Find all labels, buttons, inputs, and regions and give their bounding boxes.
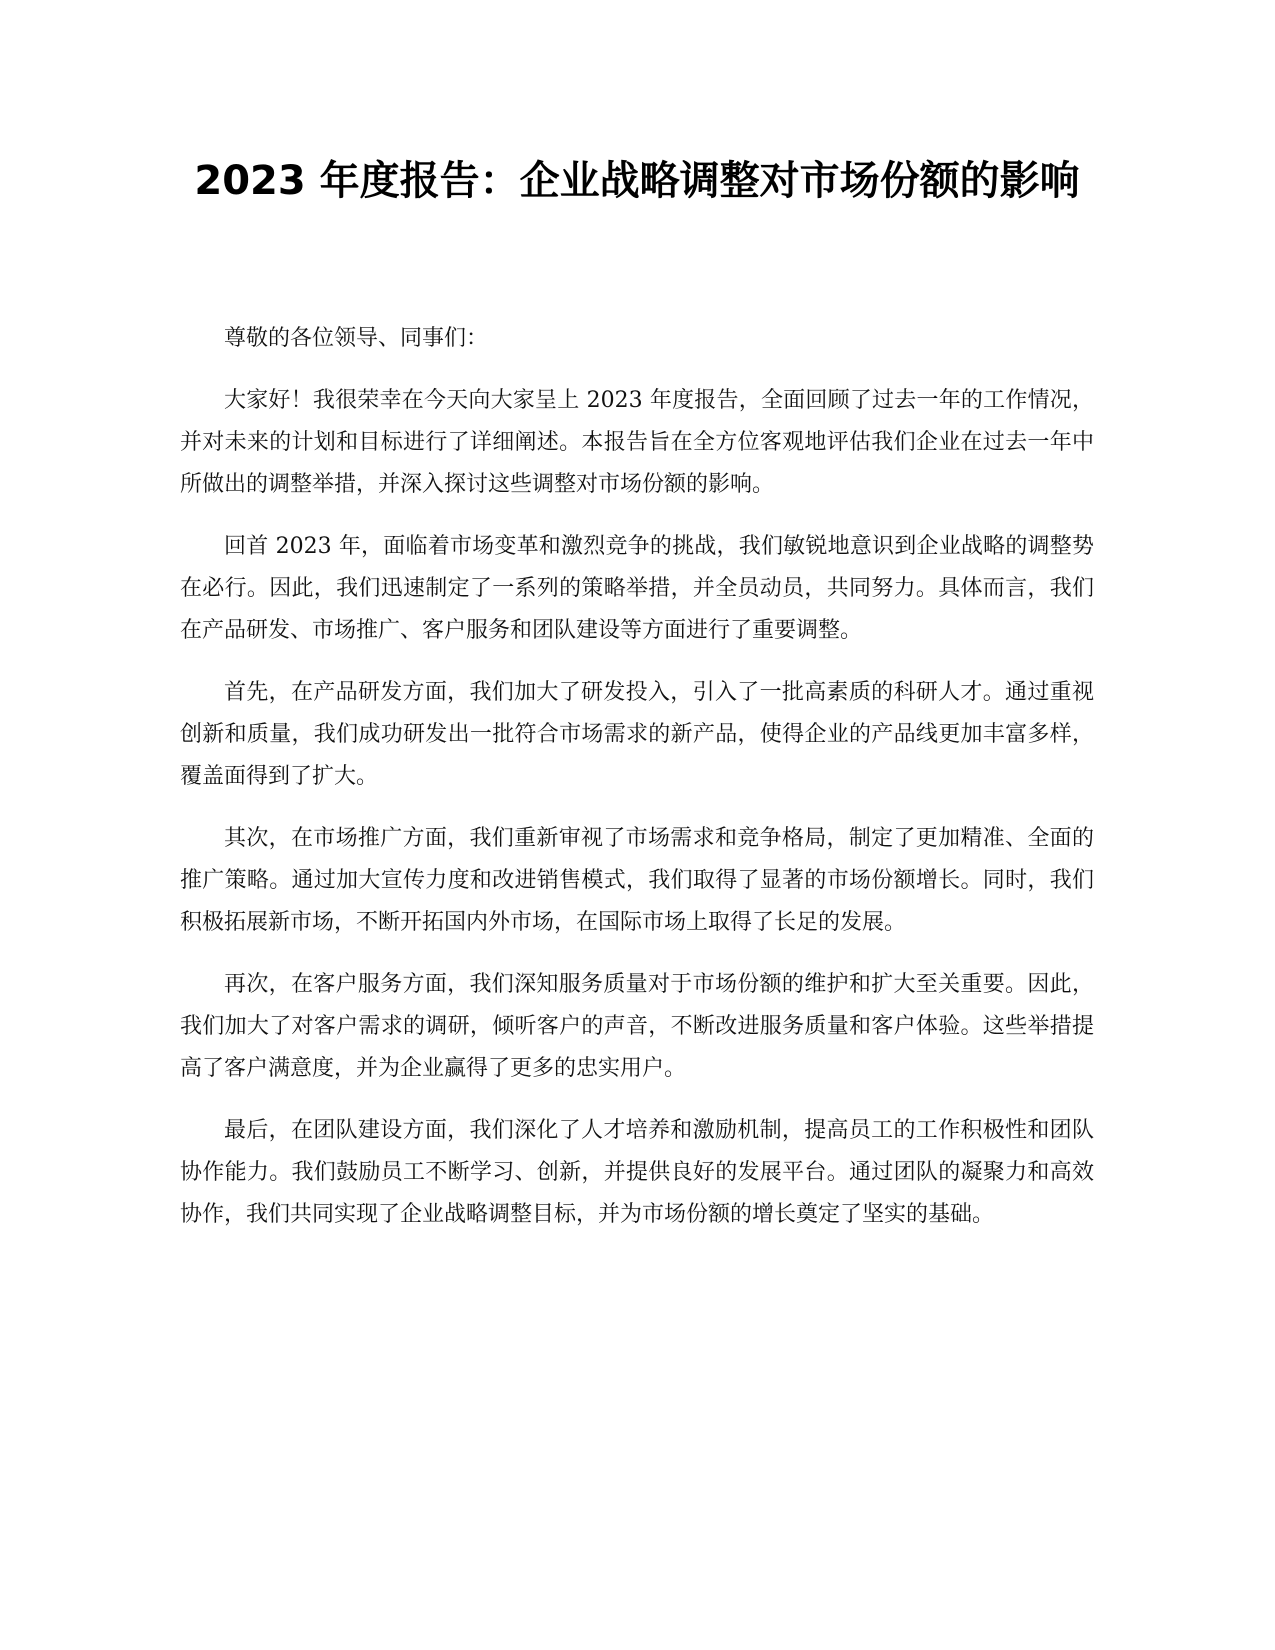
team-building-paragraph: 最后，在团队建设方面，我们深化了人才培养和激励机制，提高员工的工作积极性和团队协作能力。我们鼓励员工不断学习、创新，并提供良好的发展平台。通过团队的凝聚力和高效协作，我们共同实现了企业战略调整目标，并为市场份额的增长奠定了坚实的基础。: [180, 1118, 1094, 1227]
salutation-paragraph: 尊敬的各位领导、同事们：: [224, 326, 489, 351]
marketing-paragraph: 其次，在市场推广方面，我们重新审视了市场需求和竞争格局，制定了更加精准、全面的推广策略。通过加大宣传力度和改进销售模式，我们取得了显著的市场份额增长。同时，我们积极拓展新市场，不断开拓国内外市场，在国际市场上取得了长足的发展。: [180, 826, 1094, 935]
intro-paragraph: 大家好！我很荣幸在今天向大家呈上 2023 年度报告，全面回顾了过去一年的工作情况，并对未来的计划和目标进行了详细阐述。本报告旨在全方位客观地评估我们企业在过去一年中所做出的调整举措，并深入探讨这些调整对市场份额的影响。: [180, 388, 1094, 497]
product-rd-paragraph: 首先，在产品研发方面，我们加大了研发投入，引入了一批高素质的科研人才。通过重视创新和质量，我们成功研发出一批符合市场需求的新产品，使得企业的产品线更加丰富多样，覆盖面得到了扩大。: [180, 680, 1094, 789]
document-title: 2023 年度报告：企业战略调整对市场份额的影响: [194, 158, 1080, 204]
review-paragraph: 回首 2023 年，面临着市场变革和激烈竞争的挑战，我们敏锐地意识到企业战略的调整势在必行。因此，我们迅速制定了一系列的策略举措，并全员动员，共同努力。具体而言，我们在产品研发、市场推广、客户服务和团队建设等方面进行了重要调整。: [180, 534, 1094, 643]
document-body: [180, 318, 1094, 1256]
customer-service-paragraph: 再次，在客户服务方面，我们深知服务质量对于市场份额的维护和扩大至关重要。因此，我们加大了对客户需求的调研，倾听客户的声音，不断改进服务质量和客户体验。这些举措提高了客户满意度，并为企业赢得了更多的忠实用户。: [180, 972, 1094, 1081]
